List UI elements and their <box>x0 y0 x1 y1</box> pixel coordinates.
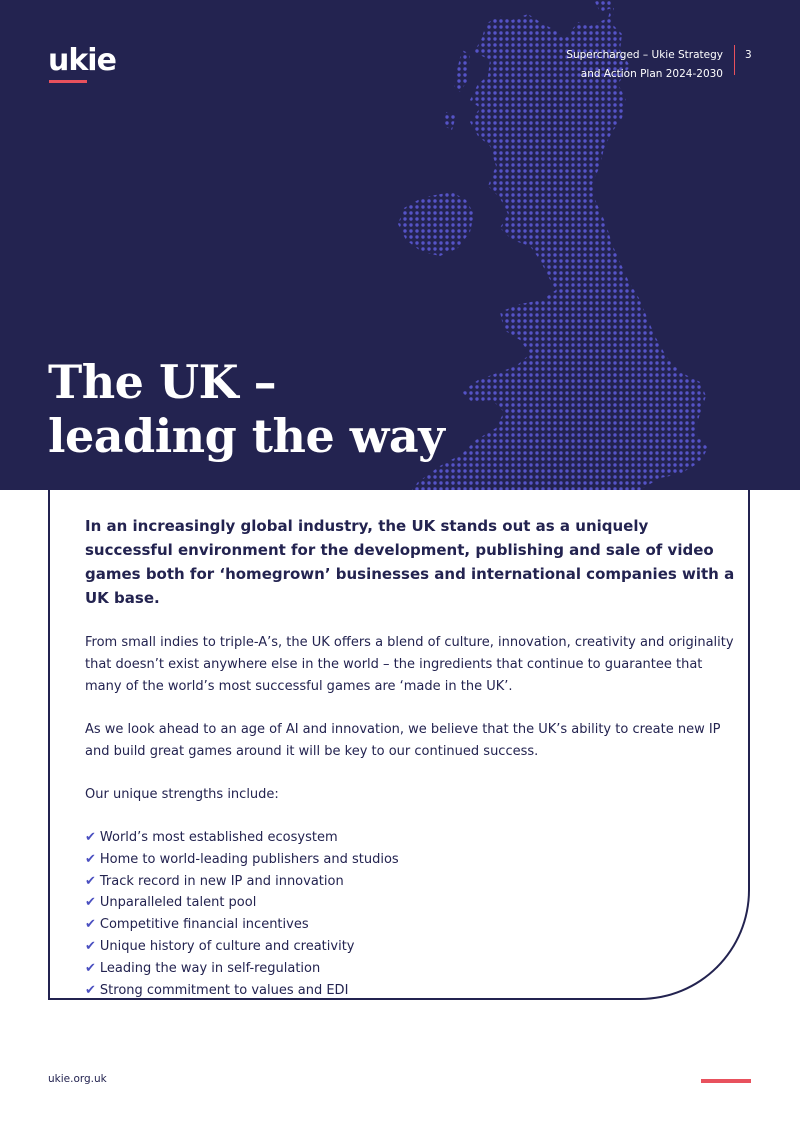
document-title-line2: and Action Plan 2024-2030 <box>580 68 723 80</box>
list-item <box>85 936 735 958</box>
hero-banner <box>0 0 800 490</box>
body-content <box>85 514 735 1001</box>
paragraph-1: From small indies to triple-A’s, the UK offers a blend of culture, innovation, creativity and originality that doesn’t exist anywhere else in the world – the ingredients that continue to guarantee that many of the world’s most successful games are ‘made in the UK’. <box>85 635 734 694</box>
check-icon: ✔ <box>85 895 96 911</box>
list-intro: Our unique strengths include: <box>85 787 279 802</box>
lead-paragraph: In an increasingly global industry, the UK stands out as a uniquely successful environment for the development, publishing and sale of video games both for ‘homegrown’ businesses and international companies with a UK base. <box>85 517 735 607</box>
page-title <box>48 355 444 463</box>
list-item <box>85 871 735 893</box>
check-icon: ✔ <box>85 851 96 867</box>
check-icon: ✔ <box>85 917 96 933</box>
list-item <box>85 914 735 936</box>
list-item <box>85 849 735 871</box>
check-icon: ✔ <box>85 830 96 845</box>
list-item <box>85 892 735 914</box>
list-item-label: Leading the way in self-regulation <box>99 960 321 976</box>
paragraph-2: As we look ahead to an age of AI and innovation, we believe that the UK’s ability to create new IP and build great games around it will be key to our continued success. <box>85 722 721 759</box>
page-title-line1: The UK – <box>48 355 277 409</box>
ukie-logo: ukie <box>48 43 116 78</box>
list-item-label: Unparalleled talent pool <box>99 895 257 911</box>
list-item-label: Unique history of culture and creativity <box>99 938 355 954</box>
document-title-line1: Supercharged – Ukie Strategy <box>566 49 723 61</box>
header-divider <box>734 45 735 75</box>
check-icon: ✔ <box>85 873 96 889</box>
check-icon: ✔ <box>85 938 96 954</box>
check-icon: ✔ <box>85 960 96 976</box>
footer-accent-bar <box>701 1079 751 1083</box>
list-item-label: World’s most established ecosystem <box>99 830 338 845</box>
list-item <box>85 980 735 1002</box>
strengths-list <box>85 827 735 1001</box>
list-item-label: Competitive financial incentives <box>99 917 309 933</box>
list-item-label: Track record in new IP and innovation <box>99 873 344 889</box>
footer-website-link[interactable]: ukie.org.uk <box>48 1073 107 1085</box>
list-item <box>85 958 735 980</box>
page-number: 3 <box>745 49 752 61</box>
document-title <box>566 46 723 84</box>
list-item-label: Home to world-leading publishers and studios <box>99 851 399 867</box>
list-item-label: Strong commitment to values and EDI <box>99 982 349 998</box>
page-title-line2: leading the way <box>48 409 445 463</box>
check-icon: ✔ <box>85 982 96 998</box>
logo-underline <box>49 80 87 83</box>
list-item <box>85 827 735 849</box>
